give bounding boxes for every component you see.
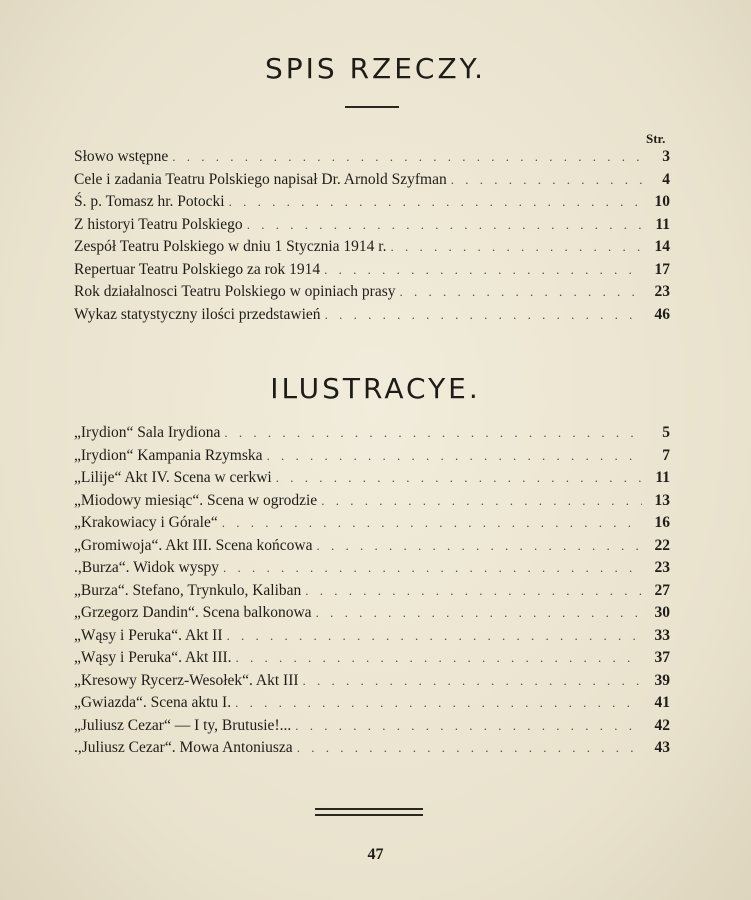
contents-entry bbox=[74, 216, 670, 239]
illustration-entry bbox=[74, 424, 670, 447]
entry-title: Zespół Teatru Polskiego w dniu 1 Stycznia 1914 r. bbox=[74, 238, 387, 255]
entry-page: 5 bbox=[662, 424, 670, 441]
dot-leader bbox=[324, 262, 642, 278]
contents-entry bbox=[74, 238, 670, 261]
entry-page: 30 bbox=[654, 604, 670, 621]
double-rule-bottom bbox=[315, 814, 423, 816]
dot-leader bbox=[222, 515, 642, 531]
contents-entry bbox=[74, 283, 670, 306]
illustration-entry bbox=[74, 604, 670, 627]
entry-page: 39 bbox=[654, 671, 670, 689]
dot-leader bbox=[399, 284, 642, 300]
entry-title: Rok działalnosci Teatru Polskiego w opiniach prasy bbox=[74, 283, 396, 300]
dot-leader bbox=[390, 239, 642, 255]
entry-page: 13 bbox=[654, 491, 670, 509]
contents-entry bbox=[74, 171, 670, 194]
entry-page: 46 bbox=[654, 305, 670, 323]
dot-leader bbox=[267, 448, 642, 464]
entry-title: „Irydion“ Sala Irydiona bbox=[74, 424, 221, 441]
double-rule-top bbox=[315, 808, 423, 810]
illustration-entry bbox=[74, 649, 670, 672]
entry-title: Ś. p. Tomasz hr. Potocki bbox=[74, 193, 225, 210]
entry-page: 11 bbox=[655, 469, 670, 486]
entry-title: „Miodowy miesiąc“. Scena w ogrodzie bbox=[74, 491, 318, 509]
dot-leader bbox=[236, 650, 642, 666]
illustration-entry bbox=[74, 559, 670, 582]
entry-title: „Lilije“ Akt IV. Scena w cerkwi bbox=[74, 469, 272, 486]
entry-title: „Krakowiacy i Górale“ bbox=[74, 514, 218, 531]
entry-page: 14 bbox=[654, 238, 670, 255]
entry-title: „Gwiazda“. Scena aktu I. bbox=[74, 694, 232, 711]
contents-entry bbox=[74, 306, 670, 329]
page-column-label: Str. bbox=[646, 131, 666, 146]
illustrations-heading: ILUSTRACYE. bbox=[270, 372, 481, 405]
dot-leader bbox=[227, 628, 643, 644]
entry-title: „Burza“. Stefano, Trynkulo, Kaliban bbox=[74, 581, 302, 599]
illustration-entry bbox=[74, 717, 670, 740]
dot-leader bbox=[276, 470, 642, 486]
illustration-entry bbox=[74, 582, 670, 605]
title-underline bbox=[345, 106, 399, 108]
entry-page: 37 bbox=[654, 649, 670, 666]
entry-page: 42 bbox=[654, 716, 670, 734]
entry-page: 33 bbox=[654, 626, 670, 644]
illustration-entry bbox=[74, 492, 670, 515]
illustration-entry bbox=[74, 672, 670, 695]
entry-title: Wykaz statystyczny ilości przedstawień bbox=[74, 305, 321, 323]
illustration-entry bbox=[74, 514, 670, 537]
entry-title: Z historyi Teatru Polskiego bbox=[74, 215, 243, 233]
entry-page: 4 bbox=[662, 170, 670, 188]
entry-page: 7 bbox=[662, 446, 670, 464]
dot-leader bbox=[295, 718, 642, 734]
entry-title: „Gromiwoja“. Akt III. Scena końcowa bbox=[74, 536, 313, 554]
entry-title: „Wąsy i Peruka“. Akt III. bbox=[74, 649, 232, 666]
entry-title: Repertuar Teatru Polskiego za rok 1914 bbox=[74, 260, 321, 278]
illustration-entry bbox=[74, 739, 670, 762]
dot-leader bbox=[316, 605, 642, 621]
entry-page: 3 bbox=[662, 148, 670, 165]
dot-leader bbox=[305, 583, 642, 599]
entry-title: „Wąsy i Peruka“. Akt II bbox=[74, 626, 223, 644]
entry-page: 43 bbox=[654, 739, 670, 756]
dot-leader bbox=[229, 194, 642, 210]
entry-page: 27 bbox=[654, 581, 670, 599]
contents-entry bbox=[74, 193, 670, 216]
page-title: SPIS RZECZY. bbox=[265, 52, 486, 85]
dot-leader bbox=[172, 149, 642, 165]
entry-title: „Kresowy Rycerz-Wesołek“. Akt III bbox=[74, 671, 299, 689]
dot-leader bbox=[223, 560, 642, 576]
page-number: 47 bbox=[367, 846, 384, 863]
entry-page: 23 bbox=[654, 283, 670, 300]
entry-title: Cele i zadania Teatru Polskiego napisał Dr. Arnold Szyfman bbox=[74, 170, 447, 188]
entry-title: .,Juliusz Cezar“. Mowa Antoniusza bbox=[74, 739, 293, 756]
entry-title: .,Burza“. Widok wyspy bbox=[74, 559, 220, 576]
contents-list bbox=[74, 148, 670, 328]
illustrations-list bbox=[74, 424, 670, 762]
dot-leader bbox=[235, 695, 642, 711]
illustration-entry bbox=[74, 694, 670, 717]
entry-page: 16 bbox=[654, 514, 670, 531]
entry-page: 10 bbox=[654, 193, 670, 210]
illustration-entry bbox=[74, 447, 670, 470]
entry-page: 22 bbox=[654, 536, 670, 554]
dot-leader bbox=[303, 673, 642, 689]
dot-leader bbox=[316, 538, 642, 554]
entry-page: 23 bbox=[654, 559, 670, 576]
entry-page: 41 bbox=[654, 694, 670, 711]
entry-page: 11 bbox=[655, 215, 670, 233]
entry-title: „Juliusz Cezar“ — I ty, Brutusie!... bbox=[74, 716, 292, 734]
illustration-entry bbox=[74, 469, 670, 492]
illustration-entry bbox=[74, 627, 670, 650]
entry-title: „Grzegorz Dandin“. Scena balkonowa bbox=[74, 604, 312, 621]
entry-title: Słowo wstępne bbox=[74, 148, 169, 165]
illustration-entry bbox=[74, 537, 670, 560]
dot-leader bbox=[325, 307, 642, 323]
dot-leader bbox=[451, 172, 642, 188]
contents-entry bbox=[74, 148, 670, 171]
contents-entry bbox=[74, 261, 670, 284]
dot-leader bbox=[321, 493, 642, 509]
dot-leader bbox=[224, 425, 642, 441]
dot-leader bbox=[297, 740, 642, 756]
entry-title: „Irydion“ Kampania Rzymska bbox=[74, 446, 263, 464]
entry-page: 17 bbox=[654, 260, 670, 278]
dot-leader bbox=[247, 217, 642, 233]
